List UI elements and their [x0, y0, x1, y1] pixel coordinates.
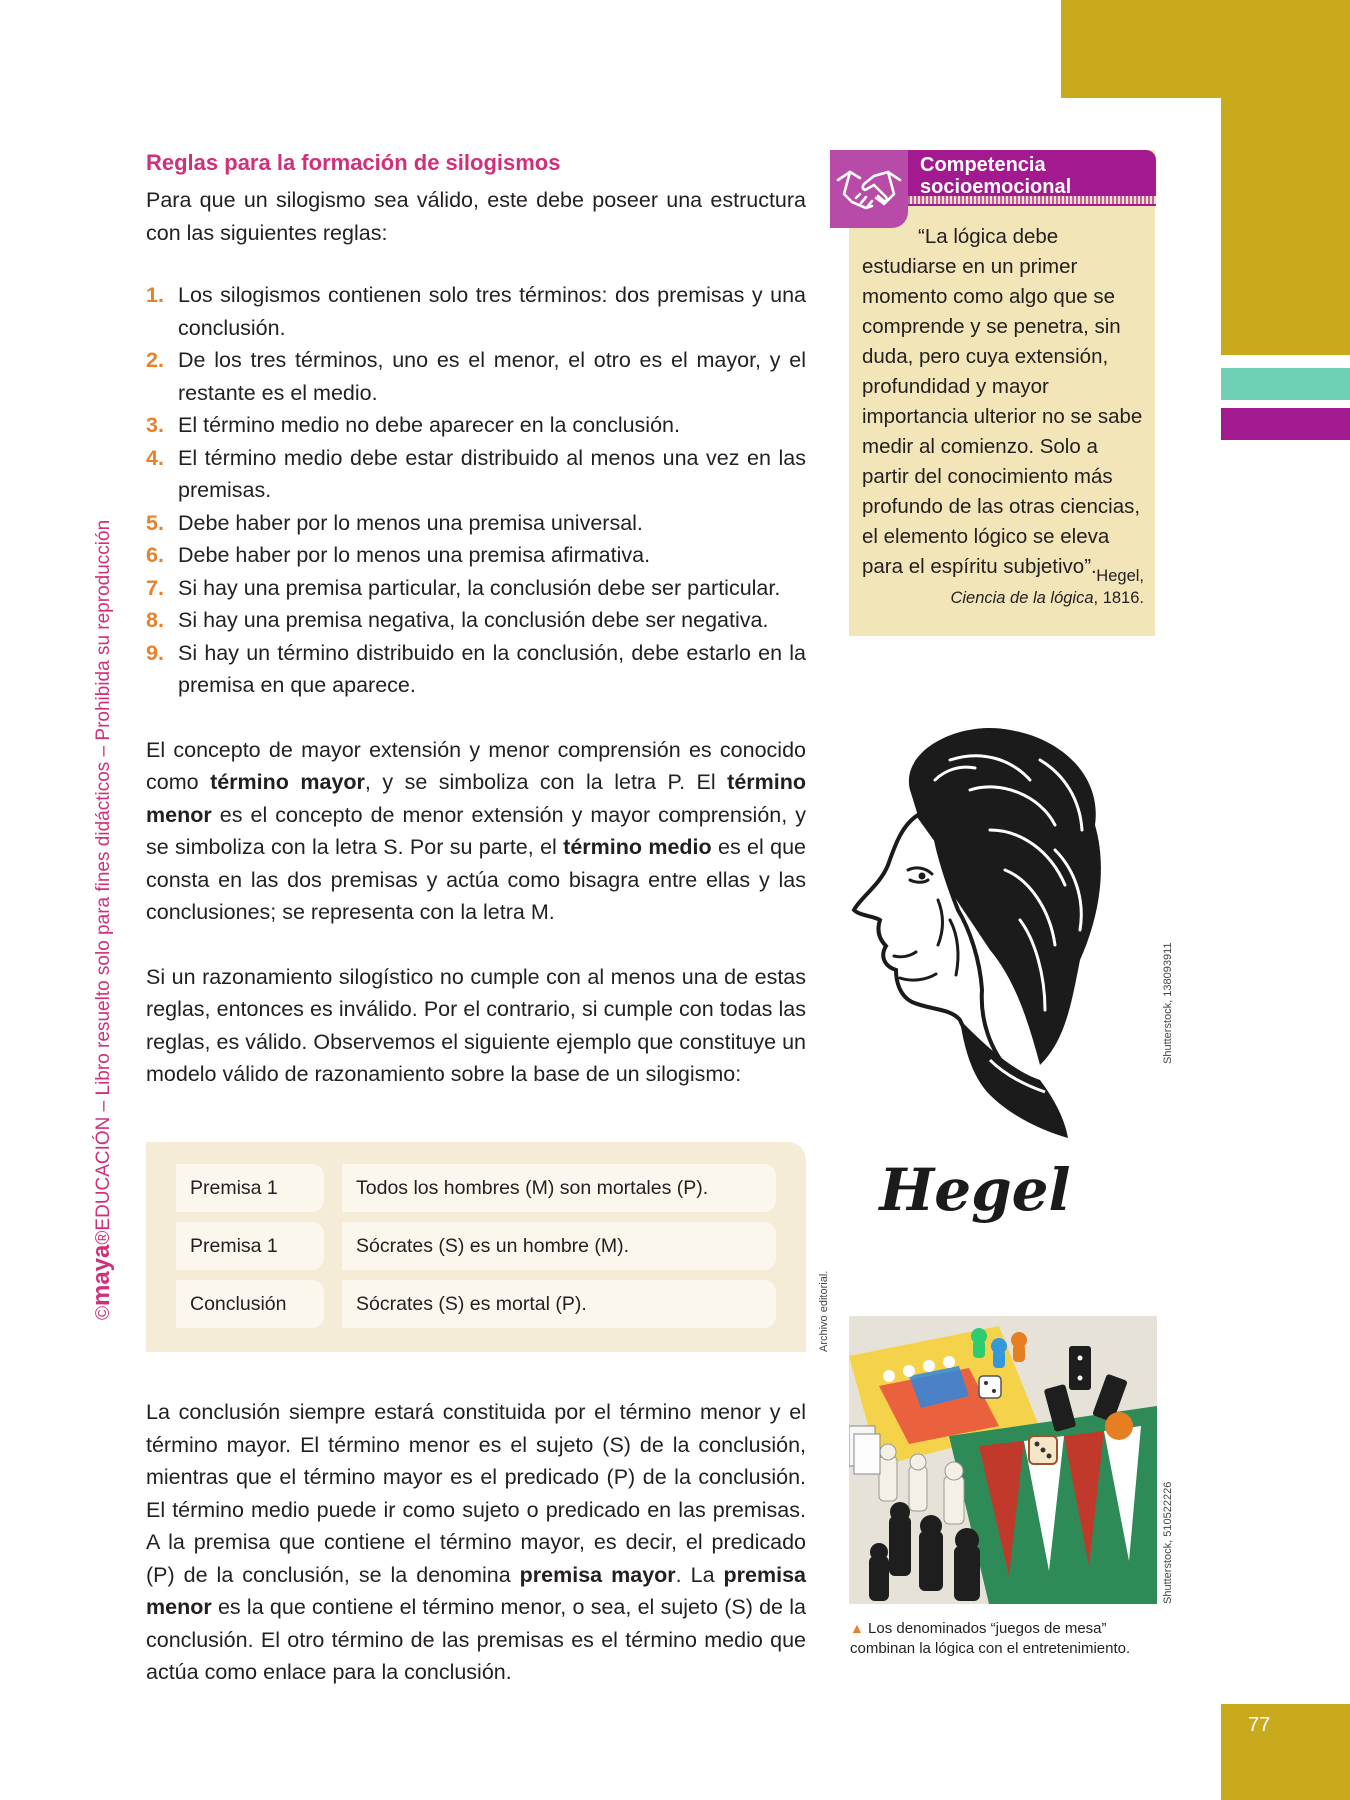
terms-paragraph	[146, 734, 806, 929]
rule-text: El término medio debe estar distribuido al menos una vez en las premisas.	[178, 445, 806, 502]
vertical-copyright	[88, 520, 116, 1320]
conclusion-paragraph	[146, 1396, 806, 1689]
list-item	[146, 344, 806, 409]
table-row	[176, 1280, 776, 1330]
syllogism-statement: Sócrates (S) es un hombre (M).	[342, 1222, 776, 1270]
text-run: es el que consta en las dos premisas y actúa como bisagra entre ellas y las conclusiones; se representa con la letra M.	[146, 835, 806, 924]
list-item	[146, 539, 806, 572]
validity-paragraph: Si un razonamiento silogístico no cumple con al menos una de estas reglas, entonces es inválido. Por el contrario, si cumple con todas las reglas, es válido. Observemos el siguiente ejemplo que constituye un modelo válido de razonamiento sobre la base de un silogismo:	[146, 964, 806, 1086]
rules-list	[146, 279, 806, 702]
copyright-text: EDUCACIÓN – Libro resuelto solo para fines didácticos – Prohibida su reproducción	[93, 519, 114, 1231]
rule-text: De los tres términos, uno es el menor, el otro es el mayor, y el restante es el medio.	[178, 348, 806, 405]
rule-text: Los silogismos contienen solo tres términos: dos premisas y una conclusión.	[178, 283, 806, 340]
syllogism-statement: Sócrates (S) es mortal (P).	[342, 1280, 776, 1328]
rule-number: 4.	[146, 445, 164, 470]
caption-triangle-icon: ▲	[850, 1620, 864, 1636]
competencia-title-line2: socioemocional	[920, 176, 1072, 198]
games-caption-text: Los denominados “juegos de mesa” combinan la lógica con el entretenimiento.	[850, 1620, 1131, 1657]
main-column	[146, 150, 806, 1091]
decorative-band-top	[1061, 0, 1350, 98]
text-run: La conclusión siempre estará constituida por el término menor y el término mayor. El término menor es el sujeto (S) de la conclusión, mientras que el término mayor es el predicado (P) de la conclusión. El término medio puede ir como sujeto o predicado en las premisas. A la premisa que contiene el término mayor, es decir, el predicado (P) de la conclusión, se la denomina	[146, 1400, 806, 1587]
text-run: es el concepto de menor extensión y mayor comprensión, y se simboliza con la letra S. Por su parte, el	[146, 802, 806, 859]
list-item	[146, 409, 806, 442]
syllogism-example	[146, 1142, 806, 1352]
syllogism-credit: Archivo editorial.	[818, 1270, 830, 1352]
board-games-photo	[849, 1316, 1157, 1604]
hegel-image-credit: Shutterstock, 138093911	[1162, 942, 1174, 1064]
rule-text: Debe haber por lo menos una premisa afirmativa.	[178, 543, 651, 567]
decorative-stripe-teal	[1221, 368, 1350, 400]
text-run: El concepto de mayor extensión y menor comprensión es conocido como	[146, 737, 806, 794]
list-item	[146, 572, 806, 605]
decorative-stripe-magenta	[1221, 408, 1350, 440]
table-row	[176, 1222, 776, 1272]
bold-term-medio: término medio	[563, 835, 712, 859]
list-item	[146, 442, 806, 507]
main-column-bottom	[146, 1396, 806, 1689]
rule-text: Si hay un término distribuido en la conclusión, debe estarlo en la premisa en que aparece.	[178, 640, 806, 697]
syllogism-label: Premisa 1	[176, 1164, 324, 1212]
page-number-tab	[1221, 1704, 1350, 1800]
bold-term-mayor: término mayor	[210, 770, 365, 794]
section-title: Reglas para la formación de silogismos	[146, 150, 561, 175]
hegel-quote	[862, 222, 1146, 582]
rule-number: 3.	[146, 413, 164, 437]
quote-year: , 1816.	[1093, 589, 1144, 607]
rule-text: Si hay una premisa particular, la conclusión debe ser particular.	[178, 575, 781, 600]
rule-text: Si hay una premisa negativa, la conclusión debe ser negativa.	[178, 608, 769, 632]
rule-text: Debe haber por lo menos una premisa universal.	[178, 510, 643, 535]
text-run: , y se simboliza con la letra P. El	[364, 770, 728, 794]
games-caption	[850, 1618, 1160, 1659]
page-number: 77	[1248, 1714, 1271, 1736]
registered-mark: ®	[93, 1230, 114, 1245]
rule-number: 7.	[146, 575, 164, 600]
rule-number: 2.	[146, 348, 164, 372]
brand-name: maya	[88, 1244, 115, 1306]
quote-text: “La lógica debe estudiarse en un primer momento como algo que se comprende y se penetra, sin duda, pero cuya extensión, profundidad y mayor importancia ulterior no se sabe medir al comienzo. Solo a partir del conocimiento más profundo de las otras ciencias, el elemento lógico se eleva para el espíritu subjetivo”.	[862, 225, 1143, 578]
quote-attribution	[862, 565, 1144, 609]
rule-number: 1.	[146, 283, 164, 307]
bold-premisa-mayor: premisa mayor	[519, 1562, 676, 1587]
hegel-portrait-illustration	[840, 720, 1110, 1240]
games-image-credit: Shutterstock, 510522226	[1162, 1481, 1174, 1604]
hegel-signature: Hegel	[879, 1156, 1071, 1224]
rule-number: 8.	[146, 608, 164, 632]
text-run: . La	[675, 1562, 724, 1587]
syllogism-statement: Todos los hombres (M) son mortales (P).	[342, 1164, 776, 1212]
quote-work: Ciencia de la lógica	[950, 589, 1094, 607]
quote-author: Hegel,	[1096, 567, 1144, 585]
list-item	[146, 507, 806, 540]
rule-text: El término medio no debe aparecer en la conclusión.	[178, 413, 680, 437]
syllogism-label: Conclusión	[176, 1280, 324, 1328]
text-run: es la que contiene el término menor, o sea, el sujeto (S) de la conclusión. El otro término de las premisas es el término medio que actúa como enlace para la conclusión.	[146, 1595, 806, 1684]
table-row	[176, 1164, 776, 1214]
copyright-symbol: ©	[93, 1306, 114, 1320]
competencia-title-line1: Competencia	[920, 154, 1046, 176]
intro-paragraph: Para que un silogismo sea válido, este debe poseer una estructura con las siguientes reglas:	[146, 188, 806, 245]
list-item	[146, 604, 806, 637]
rule-number: 9.	[146, 640, 164, 665]
bold-premisa-menor: premisa menor	[146, 1562, 806, 1619]
hegel-portrait	[840, 720, 1110, 1240]
rule-number: 6.	[146, 543, 164, 567]
bold-term-menor: término menor	[146, 770, 806, 827]
syllogism-label: Premisa 1	[176, 1222, 324, 1270]
list-item	[146, 279, 806, 344]
handshake-icon	[830, 150, 908, 228]
decorative-band-right	[1221, 98, 1350, 355]
competencia-title	[920, 154, 1150, 198]
list-item	[146, 637, 806, 702]
rule-number: 5.	[146, 510, 164, 535]
